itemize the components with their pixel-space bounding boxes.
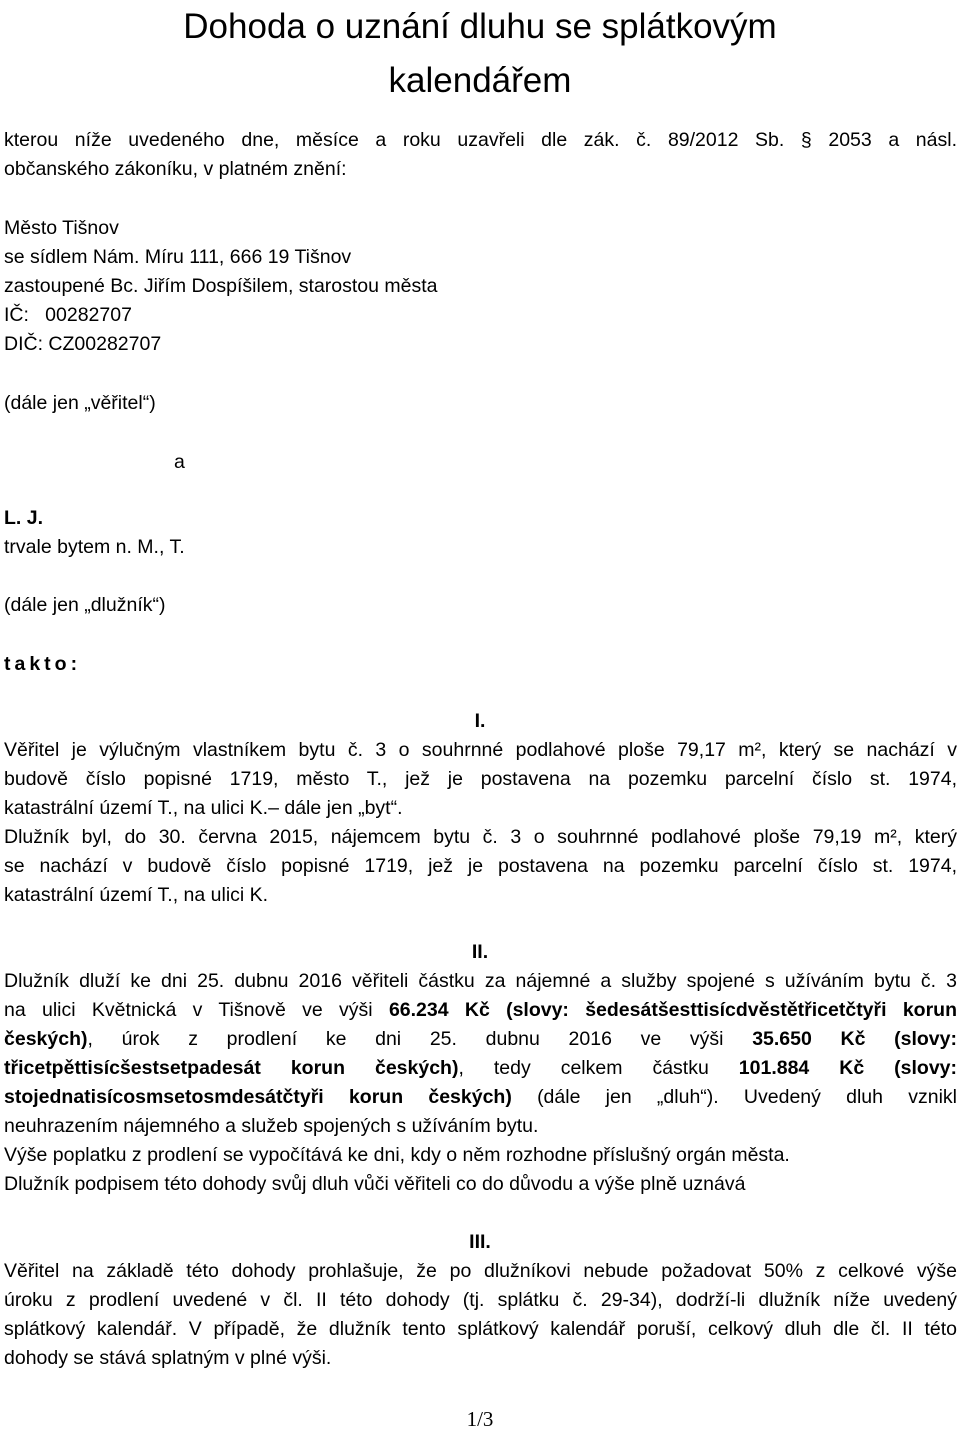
section-1-paragraph-1 xyxy=(4,736,957,823)
paragraph-line: Dlužník podpisem této dohody svůj dluh vůči věřiteli co do důvodu a výše plně uznává xyxy=(4,1173,746,1195)
section-heading-2: II. xyxy=(471,941,489,963)
paragraph-line: Věřitel na základě této dohody prohlašuje, že po dlužníkovi nebude požadovat 50% z celkové výše xyxy=(4,1260,957,1282)
text-span: (dále jen „dluh“). Uvedený dluh vznikl xyxy=(511,1086,957,1108)
section-1-paragraph-2 xyxy=(4,823,957,910)
document-title xyxy=(0,0,960,108)
section-heading-3: III. xyxy=(469,1231,491,1253)
section-heading-1: I. xyxy=(474,710,486,732)
debtor-alias: (dále jen „dlužník“) xyxy=(4,594,166,616)
paragraph-line: úroku z prodlení uvedené v čl. II této dohody (tj. splátku č. 29-34), dodrží-li dlužník níže uvedený xyxy=(4,1289,957,1311)
creditor-dic: DIČ: CZ00282707 xyxy=(4,333,162,355)
page-number: 1/3 xyxy=(466,1407,494,1431)
paragraph-line: Dlužník byl, do 30. června 2015, nájemcem bytu č. 3 o souhrnné podlahové ploše 79,19 m², který xyxy=(4,826,957,848)
amount-rent: 66.234 Kč (slovy: šedesátšesttisícdvěstětřicetčtyři korun xyxy=(388,999,957,1021)
creditor-alias: (dále jen „věřitel“) xyxy=(4,392,156,414)
text-span: na ulici Květnická v Tišnově ve výši xyxy=(4,999,389,1021)
amount-rent-currency: českých) xyxy=(4,1028,88,1050)
creditor-name: Město Tišnov xyxy=(4,217,119,239)
debtor-name: L. J. xyxy=(4,507,44,529)
takto-label: takto: xyxy=(4,653,82,675)
paragraph-line: Dlužník dluží ke dni 25. dubnu 2016 věřiteli částku za nájemné a služby spojené s užíváním bytu č. 3 xyxy=(4,970,957,992)
text-span: , úrok z prodlení ke dni 25. dubnu 2016 ve výši xyxy=(87,1028,753,1050)
debtor-residence: trvale bytem n. M., T. xyxy=(4,536,185,558)
paragraph-line: dohody se stává splatným v plné výši. xyxy=(4,1347,332,1369)
intro-paragraph xyxy=(4,126,957,184)
title-line: kalendářem xyxy=(388,61,572,100)
creditor-represented: zastoupené Bc. Jiřím Dospíšilem, starostou města xyxy=(4,275,438,297)
paragraph-line xyxy=(4,1083,957,1112)
amount-total-words: stojednatisícosmsetosmdesátčtyři korun českých) xyxy=(4,1086,512,1108)
paragraph-line: budově číslo popisné 1719, město T., jež je postavena na pozemku parcelní číslo st. 1974, xyxy=(4,768,957,790)
conjunction: a xyxy=(174,451,185,473)
paragraph-line xyxy=(4,1054,957,1083)
paragraph-line: Věřitel je výlučným vlastníkem bytu č. 3 o souhrnné podlahové ploše 79,17 m², který se nachází v xyxy=(4,739,957,761)
amount-interest: 35.650 Kč (slovy: xyxy=(752,1028,957,1050)
creditor-ic: IČ: 00282707 xyxy=(4,304,132,326)
amount-total: 101.884 Kč (slovy: xyxy=(738,1057,957,1079)
paragraph-line: Výše poplatku z prodlení se vypočítává ke dni, kdy o něm rozhodne příslušný orgán města. xyxy=(4,1144,790,1166)
paragraph-line xyxy=(4,996,957,1025)
paragraph-line: splátkový kalendář. V případě, že dlužník tento splátkový kalendář poruší, celkový dluh dle čl. II této xyxy=(4,1318,957,1340)
paragraph-line xyxy=(4,1025,957,1054)
paragraph-line: katastrální území T., na ulici K. xyxy=(4,884,269,906)
paragraph-line: neuhrazením nájemného a služeb spojených s užíváním bytu. xyxy=(4,1115,539,1137)
section-3-paragraph xyxy=(4,1257,957,1373)
intro-line: občanského zákoníku, v platném znění: xyxy=(4,158,347,180)
intro-line: kterou níže uvedeného dne, měsíce a roku uzavřeli dle zák. č. 89/2012 Sb. § 2053 a násl. xyxy=(4,129,957,151)
title-line: Dohoda o uznání dluhu se splátkovým xyxy=(183,7,777,46)
section-2-paragraph xyxy=(4,967,957,1199)
amount-interest-words: třicetpěttisícšestsetpadesát korun českých) xyxy=(4,1057,459,1079)
paragraph-line: katastrální území T., na ulici K.– dále jen „byt“. xyxy=(4,797,403,819)
text-span: , tedy celkem částku xyxy=(458,1057,739,1079)
creditor-seat: se sídlem Nám. Míru 111, 666 19 Tišnov xyxy=(4,246,352,268)
paragraph-line: se nachází v budově číslo popisné 1719, jež je postavena na pozemku parcelní číslo st. 1974, xyxy=(4,855,957,877)
